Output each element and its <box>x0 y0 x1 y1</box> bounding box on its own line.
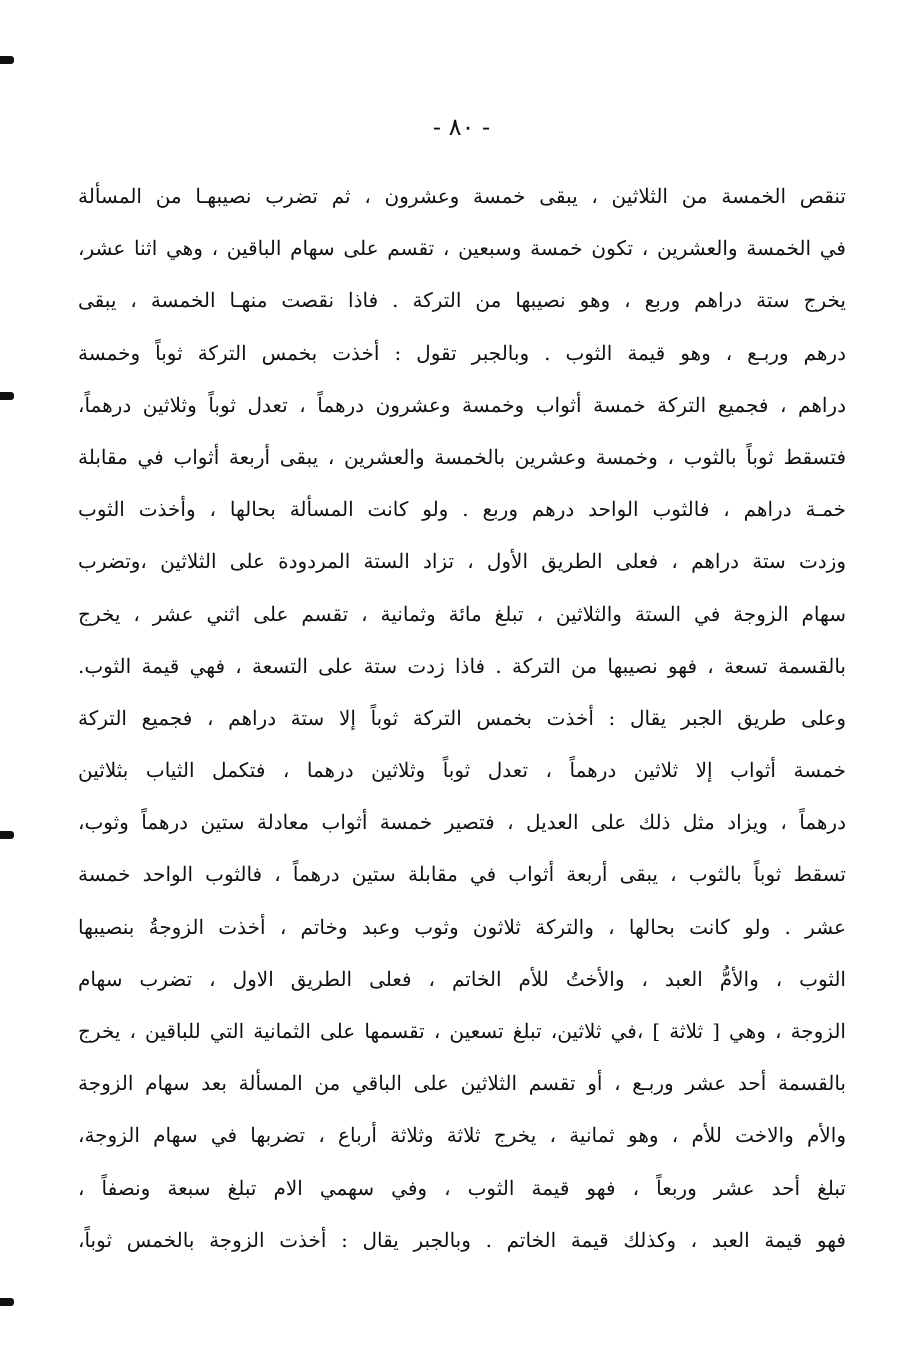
margin-mark <box>0 392 14 400</box>
text-line: فهو قيمة العبد ، وكذلك قيمة الخاتم . وبالجبر يقال : أخذت الزوجة بالخمس ثوباً، <box>78 1227 846 1252</box>
text-line: تنقص الخمسة من الثلاثين ، يبقى خمسة وعشرون ، ثم تضرب نصيبهـا من المسألة <box>78 184 846 208</box>
text-line: وزدت ستة دراهم ، فعلى الطريق الأول ، تزاد الستة المردودة على الثلاثين ،وتضرب <box>78 549 846 574</box>
text-line: تسقط ثوباً بالثوب ، يبقى أربعة أثواب في مقابلة ستين درهماً ، فالثوب الواحد خمسة <box>78 862 846 887</box>
text-line: سهام الزوجة في الستة والثلاثين ، تبلغ مائة وثمانية ، تقسم على اثني عشر ، يخرج <box>78 601 846 626</box>
body-text <box>78 170 846 1266</box>
text-line: خمـة دراهم ، فالثوب الواحد درهم وربع . ولو كانت المسألة بحالها ، وأخذت الثوب <box>78 497 846 522</box>
text-line: تبلغ أحد عشر وربعاً ، فهو قيمة الثوب ، وفي سهمي الام تبلغ سبعة ونصفاً ، <box>78 1175 846 1200</box>
page-number: - ٨٠ - <box>432 113 491 141</box>
text-line: يخرج ستة دراهم وربع ، وهو نصيبها من التركة . فاذا نقصت منهـا الخمسة ، يبقى <box>78 288 846 313</box>
text-line: درهماً ، ويزاد مثل ذلك على العديل ، فتصير خمسة أثواب معادلة ستين درهماً وثوب، <box>78 810 846 835</box>
text-line: والأم والاخت للأم ، وهو ثمانية ، يخرج ثلاثة وثلاثة أرباع ، تضربها في سهام الزوجة، <box>78 1123 846 1148</box>
margin-mark <box>0 56 14 64</box>
text-line: عشر . ولو كانت بحالها ، والتركة ثلاثون وثوب وعبد وخاتم ، أخذت الزوجةُ بنصيبها <box>78 914 846 939</box>
text-line: بالقسمة أحد عشر وربـع ، أو تقسم الثلاثين على الباقي من المسألة بعد سهام الزوجة <box>78 1071 846 1096</box>
text-line: بالقسمة تسعة ، فهو نصيبها من التركة . فاذا زدت ستة على التسعة ، فهي قيمة الثوب. <box>78 653 846 678</box>
text-line: فتسقط ثوباً بالثوب ، وخمسة وعشرين بالخمسة والعشرين ، يبقى أربعة أثواب في مقابلة <box>78 444 846 469</box>
text-line: الثوب ، والأمُّ العبد ، والأختُ للأم الخاتم ، فعلى الطريق الاول ، تضرب سهام <box>78 966 846 991</box>
margin-mark <box>0 831 14 839</box>
text-line: في الخمسة والعشرين ، تكون خمسة وسبعين ، تقسم على سهام الباقين ، وهي اثنا عشر، <box>78 236 846 261</box>
text-line: وعلى طريق الجبر يقال : أخذت بخمس التركة ثوباً إلا ستة دراهم ، فجميع التركة <box>78 705 846 730</box>
text-line: درهم وربـع ، وهو قيمة الثوب . وبالجبر تقول : أخذت بخمس التركة ثوباً وخمسة <box>78 340 846 365</box>
text-line: الزوجة ، وهي [ ثلاثة ] ،في ثلاثين، تبلغ تسعين ، تقسمها على الثمانية التي للباقين ، يخرج <box>78 1019 846 1043</box>
margin-mark <box>0 1298 14 1306</box>
text-line: خمسة أثواب إلا ثلاثين درهماً ، تعدل ثوباً وثلاثين درهما ، فتكمل الثياب بثلاثين <box>78 758 846 783</box>
text-line: دراهم ، فجميع التركة خمسة أثواب وخمسة وعشرون درهماً ، تعدل ثوباً وثلاثين درهماً، <box>78 392 846 417</box>
